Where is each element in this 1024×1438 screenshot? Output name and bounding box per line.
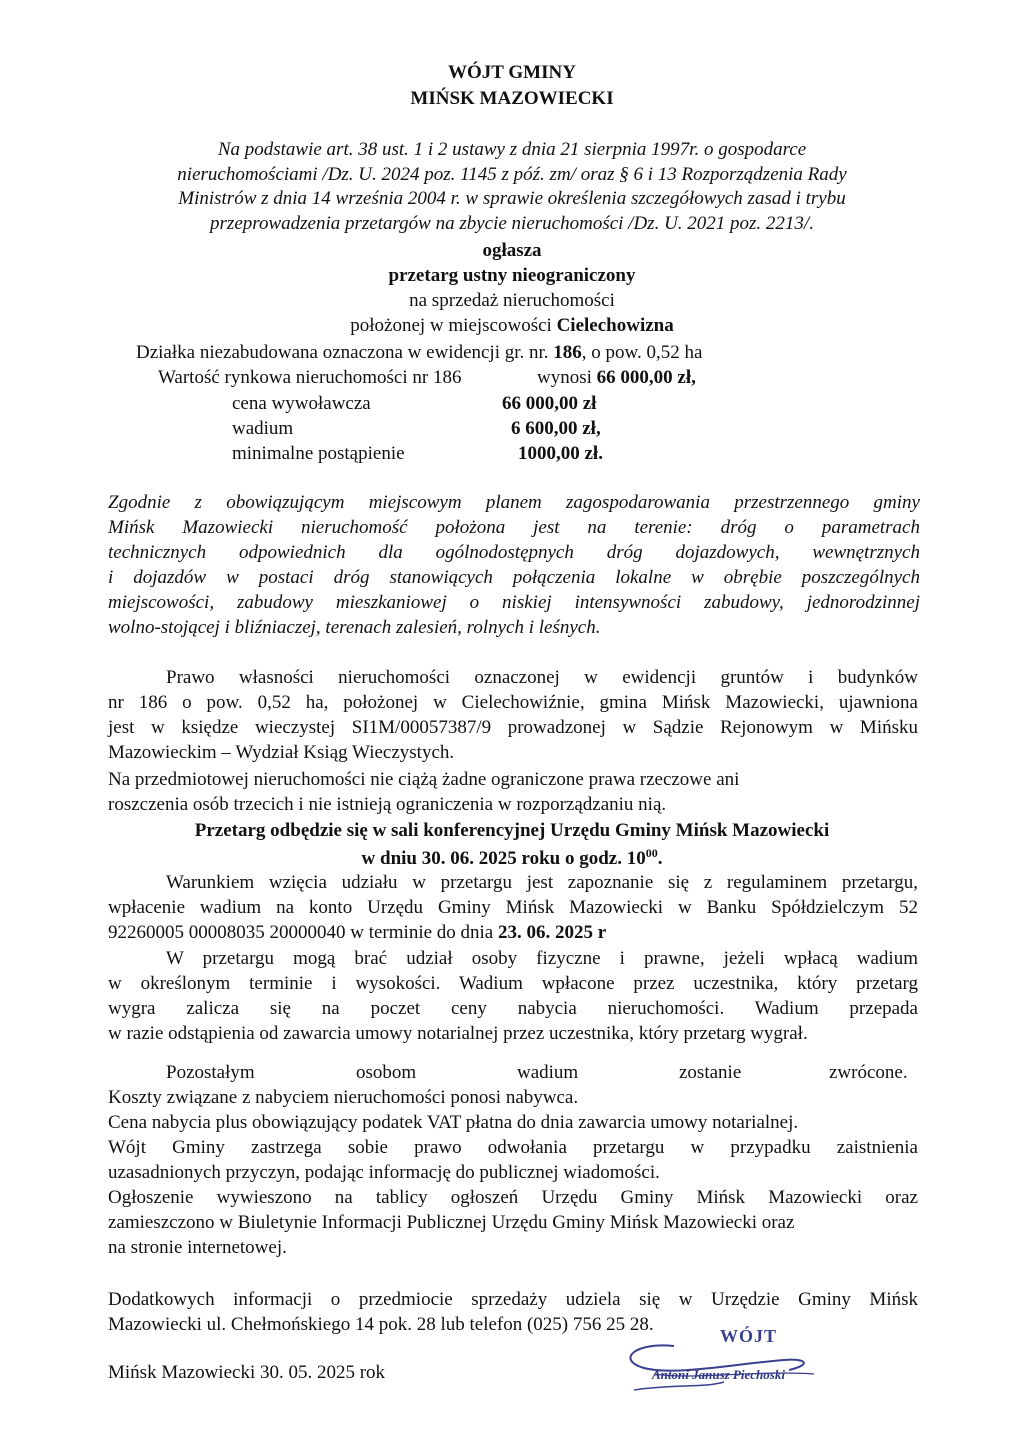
sale-of: na sprzedaż nieruchomości (409, 290, 615, 311)
final-line: zamieszczono w Biuletynie Informacji Publicznej Urzędu Gminy Mińsk Mazowiecki oraz (108, 1212, 795, 1233)
price-value: 1000,00 zł. (518, 443, 603, 464)
location-line (0, 315, 1024, 337)
ownership-line: Mazowieckim – Wydział Ksiąg Wieczystych. (108, 742, 455, 763)
zoning-line: wolno-stojącej i bliźniaczej, terenach zalesień, rolnych i leśnych. (108, 617, 601, 638)
price-label: wadium (232, 418, 294, 439)
final-line: uzasadnionych przyczyn, podając informację do publicznej wiadomości. (108, 1162, 660, 1183)
price-value: 66 000,00 zł (502, 393, 597, 414)
market-value-number: 66 000,00 zł, (596, 367, 696, 388)
market-value-middle: wynosi (537, 367, 597, 388)
encumbrance-line: roszczenia osób trzecich i nie istnieją ograniczenia w rozporządzaniu nią. (108, 794, 667, 815)
zoning-line: i dojazdów w postaci dróg stanowiących połączenia lokalne w obrębie poszczególnych (108, 567, 920, 588)
signature-stamp (614, 1326, 854, 1410)
price-label: minimalne postąpienie (232, 443, 405, 464)
price-label: cena wywoławcza (232, 393, 371, 414)
market-value-amount (537, 367, 696, 389)
plot-line (136, 342, 702, 364)
conditions-line (108, 922, 606, 944)
tender-type: przetarg ustny nieograniczony (388, 265, 636, 286)
return-word: Pozostałym (166, 1062, 255, 1083)
final-line: Ogłoszenie wywieszono na tablicy ogłoszeń Urzędu Gminy Mińsk Mazowiecki oraz (108, 1187, 918, 1208)
signature-name: Antoni Janusz Piechoski (652, 1367, 785, 1382)
market-value-label: Wartość rynkowa nieruchomości nr 186 (158, 367, 462, 388)
price-value: 6 600,00 zł, (511, 418, 601, 439)
encumbrance-line: Na przedmiotowej nieruchomości nie ciążą żadne ograniczone prawa rzeczowe ani (108, 769, 740, 790)
plot-prefix: Działka niezabudowana oznaczona w ewidencji gr. nr. (136, 342, 554, 363)
conditions-text: 92260005 00008035 20000040 w terminie do dnia (108, 922, 498, 943)
final-line: Koszty związane z nabyciem nieruchomości ponosi nabywca. (108, 1087, 579, 1108)
place-date: Mińsk Mazowiecki 30. 05. 2025 rok (108, 1362, 386, 1383)
contact-line: Mazowiecki ul. Chełmońskiego 14 pok. 28 lub telefon (025) 756 25 28. (108, 1314, 654, 1335)
zoning-line: technicznych odpowiednich dla ogólnodostępnych dróg dojazdowych, wewnętrznych (108, 542, 920, 563)
final-line: na stronie internetowej. (108, 1237, 287, 1258)
return-word: wadium (517, 1062, 579, 1083)
venue-date-end: . (657, 848, 663, 869)
plot-suffix: , o pow. 0,52 ha (581, 342, 703, 363)
return-word: zostanie (679, 1062, 742, 1083)
contact-line: Dodatkowych informacji o przedmiocie sprzedaży udziela się w Urzędzie Gminy Mińsk (108, 1289, 918, 1310)
ownership-line: jest w księdze wieczystej SI1M/00057387/9 prowadzonej w Sądzie Rejonowym w Mińsku (108, 717, 918, 738)
participants-line: W przetargu mogą brać udział osoby fizyczne i prawne, jeżeli wpłacą wadium (166, 948, 918, 969)
ownership-line: nr 186 o pow. 0,52 ha, położonej w Cielechowiźnie, gmina Mińsk Mazowiecki, ujawniona (108, 692, 918, 713)
header-title: WÓJT GMINY (448, 62, 576, 83)
signature-title: WÓJT (720, 1326, 778, 1346)
legal-basis-line: Na podstawie art. 38 ust. 1 i 2 ustawy z dnia 21 sierpnia 1997r. o gospodarce (217, 139, 807, 160)
participants-line: w określonym terminie i wysokości. Wadium wpłacone przez uczestnika, który przetarg (108, 973, 918, 994)
participants-line: wygra zalicza się na poczet ceny nabycia nieruchomości. Wadium przepada (108, 998, 918, 1019)
location-name: Cielechowizna (556, 315, 674, 336)
announces-heading: ogłasza (482, 240, 542, 261)
legal-basis-line: przeprowadzenia przetargów na zbycie nieruchomości /Dz. U. 2021 poz. 2213/. (210, 213, 814, 234)
deadline-date: 23. 06. 2025 r (498, 922, 607, 943)
venue-date (0, 846, 1024, 870)
return-word: zwrócone. (829, 1062, 908, 1083)
legal-basis-line: nieruchomościami /Dz. U. 2024 poz. 1145 z póź. zm/ oraz § 6 i 13 Rozporządzenia Rady (177, 164, 847, 185)
venue-line: Przetarg odbędzie się w sali konferencyjnej Urzędu Gminy Mińsk Mazowiecki (194, 820, 830, 841)
participants-line: w razie odstąpienia od zawarcia umowy notarialnej przez uczestnika, który przetarg wygrał. (108, 1023, 808, 1044)
final-line: Cena nabycia plus obowiązujący podatek VAT płatna do dnia zawarcia umowy notarialnej. (108, 1112, 799, 1133)
final-line: Wójt Gminy zastrzega sobie prawo odwołania przetargu w przypadku zaistnienia (108, 1137, 918, 1158)
venue-date-text: w dniu 30. 06. 2025 roku o godz. 10 (361, 848, 646, 869)
ownership-line: Prawo własności nieruchomości oznaczonej w ewidencji gruntów i budynków (166, 667, 918, 688)
legal-basis-line: Ministrów z dnia 14 września 2004 r. w sprawie określenia szczegółowych zasad i trybu (178, 188, 846, 209)
location-prefix: położonej w miejscowości (350, 315, 557, 336)
return-word: osobom (356, 1062, 417, 1083)
conditions-line: Warunkiem wzięcia udziału w przetargu jest zapoznanie się z regulaminem przetargu, (166, 872, 918, 893)
header-subtitle: MIŃSK MAZOWIECKI (410, 88, 614, 109)
zoning-line: Mińsk Mazowiecki nieruchomość położona jest na terenie: dróg o parametrach (108, 517, 920, 538)
zoning-line: miejscowości, zabudowy mieszkaniowej o niskiej intensywności zabudowy, jednorodzinnej (108, 592, 920, 613)
venue-minutes: 00 (645, 846, 658, 860)
plot-number: 186 (553, 342, 582, 363)
zoning-line: Zgodnie z obowiązującym miejscowym planem zagospodarowania przestrzennego gminy (108, 492, 920, 513)
conditions-line: wpłacenie wadium na konto Urzędu Gminy Mińsk Mazowiecki w Banku Spółdzielczym 52 (108, 897, 918, 918)
